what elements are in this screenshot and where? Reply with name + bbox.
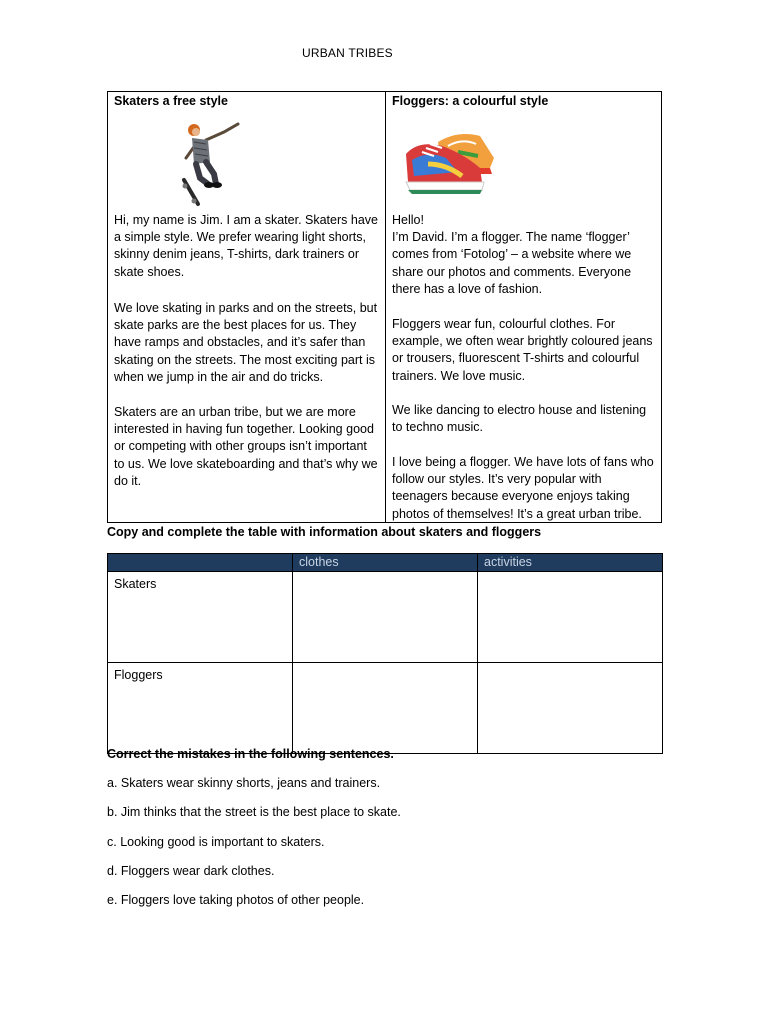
floggers-paragraph-2: Floggers wear fun, colourful clothes. For example, we often wear brightly coloured jeans or trousers, fluorescent T-shirts and colourful trainers. We love music. [392,317,653,383]
skaters-paragraph-3: Skaters are an urban tribe, but we are more interested in having fun together. Looking good or competing with other groups isn’t important to us. We love skateboarding and that’s why we do it. [114,405,378,488]
table-instruction: Copy and complete the table with information about skaters and floggers [107,525,542,539]
floggers-activities-cell[interactable] [478,663,663,754]
sentence-e: e. Floggers love taking photos of other people. [107,893,365,907]
header-activities: activities [478,554,663,572]
mistakes-heading: Correct the mistakes in the following sentences. [107,747,394,761]
sentence-b: b. Jim thinks that the street is the best place to skate. [107,805,401,819]
sentence-c: c. Looking good is important to skaters. [107,835,325,849]
skaters-paragraph-2: We love skating in parks and on the streets, but skate parks are the best places for us. They have ramps and obstacles, and it’s safer than skating on the streets. The most exciting part is when we jump in the air and do tricks. [114,301,378,384]
floggers-paragraph-4: I love being a flogger. We have lots of fans who follow our styles. It’s very popular with teenagers because everyone enjoys taking photos of themselves! It’s a great urban tribe. [392,455,654,521]
column-divider [385,92,386,522]
reading-table [107,91,662,523]
table-row [108,572,663,663]
header-blank [108,554,293,572]
sentence-d: d. Floggers wear dark clothes. [107,864,275,878]
skateboarder-icon [176,118,246,208]
trainers-image [398,124,504,196]
row-label-floggers: Floggers [108,663,293,754]
page-title: URBAN TRIBES [302,46,393,60]
table-row [108,663,663,754]
floggers-heading: Floggers: a colourful style [392,94,549,108]
table-header-row [108,554,663,572]
skaters-clothes-cell[interactable] [293,572,478,663]
row-label-skaters: Skaters [108,572,293,663]
skateboarder-image [176,118,246,208]
comparison-table [107,553,663,754]
header-clothes: clothes [293,554,478,572]
skaters-heading: Skaters a free style [114,94,228,108]
floggers-clothes-cell[interactable] [293,663,478,754]
sentence-a: a. Skaters wear skinny shorts, jeans and trainers. [107,776,381,790]
trainers-icon [398,124,504,196]
floggers-paragraph-1: Hello! I’m David. I’m a flogger. The name ‘flogger’ comes from ‘Fotolog’ – a website where we share our photos and comments. Everyone there has a love of fashion. [392,213,632,296]
skaters-paragraph-1: Hi, my name is Jim. I am a skater. Skaters have a simple style. We prefer wearing light shorts, skinny denim jeans, T-shirts, dark trainers or skate shoes. [114,213,378,279]
skaters-activities-cell[interactable] [478,572,663,663]
floggers-paragraph-3: We like dancing to electro house and listening to techno music. [392,403,647,435]
